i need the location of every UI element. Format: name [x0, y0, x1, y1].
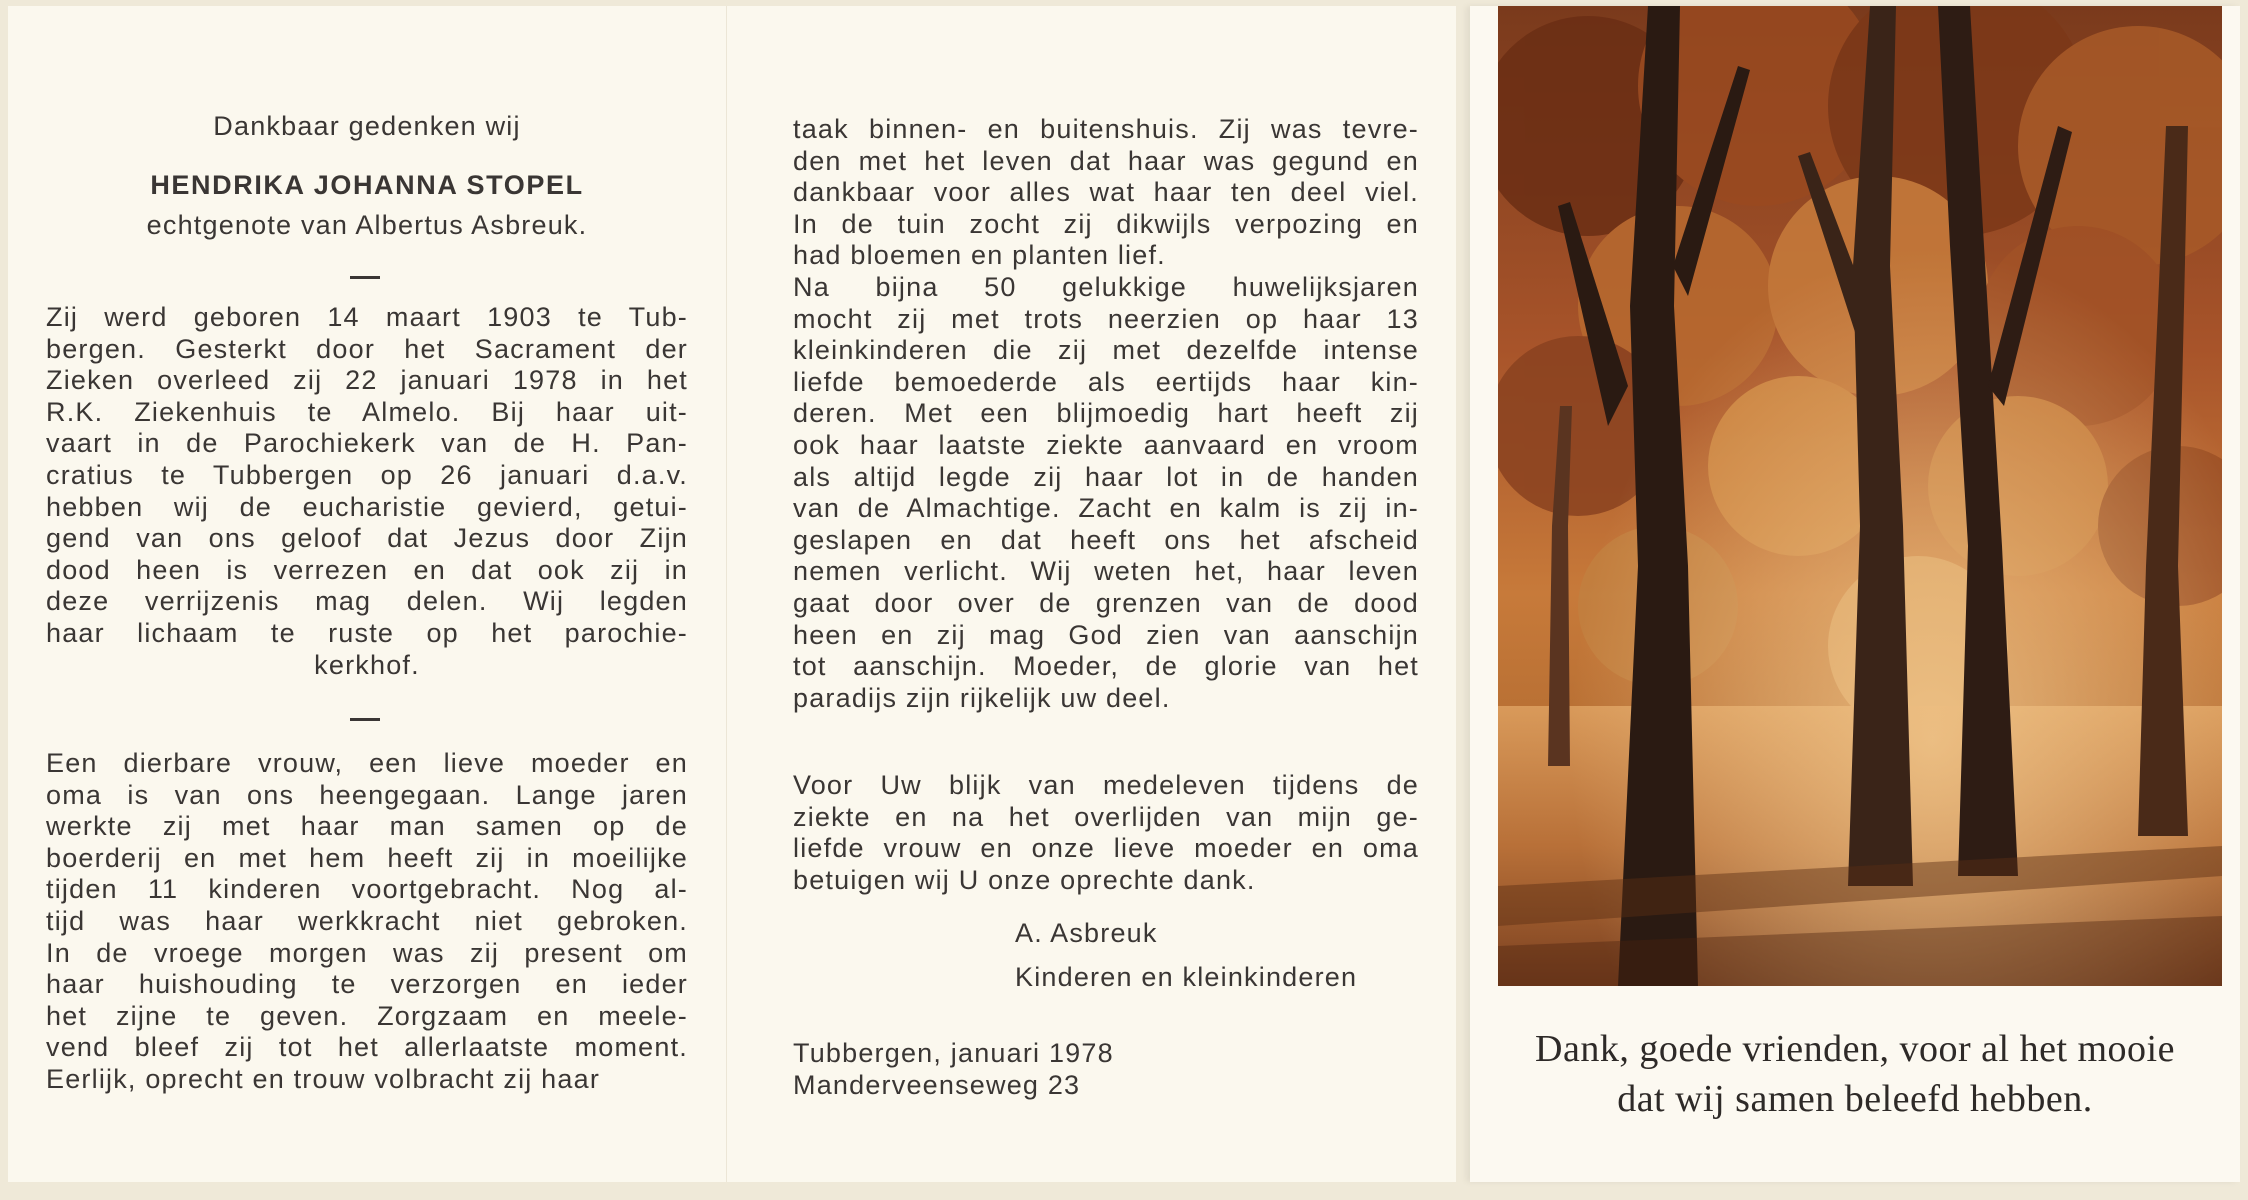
text-line: deze verrijzenis mag delen. Wij legden	[46, 586, 688, 617]
text-line: gend van ons geloof dat Jezus door Zijn	[46, 523, 688, 554]
text-line: In de vroege morgen was zij present om	[46, 937, 688, 968]
text-line: had bloemen en planten lief.	[793, 240, 1166, 271]
text-line: deren. Met een blijmoedig hart heeft zij	[793, 398, 1419, 429]
address: Manderveenseweg 23	[793, 1070, 1081, 1100]
text-line: geslapen en dat heeft ons het afscheid	[793, 524, 1419, 555]
text-line: werkte zij met haar man samen op de	[46, 811, 688, 842]
text-line: paradijs zijn rijkelijk uw deel.	[793, 682, 1171, 713]
text-line: kerkhof.	[314, 649, 420, 680]
text-line: tot aanschijn. Moeder, de glorie van het	[793, 651, 1419, 682]
signature-family: Kinderen en kleinkinderen	[1015, 962, 1358, 992]
text-line: boerderij en met hem heeft zij in moeilijke	[46, 842, 688, 873]
text-line: Voor Uw blijk van medeleven tijdens de	[793, 770, 1419, 800]
text-line: liefde vrouw en onze lieve moeder en oma	[793, 833, 1419, 864]
text-line: dood heen is verrezen en dat ook zij in	[46, 554, 688, 585]
caption-line-2: dat wij samen beleefd hebben.	[1617, 1078, 2093, 1120]
text-line: haar lichaam te ruste op het parochie-	[46, 617, 688, 648]
text-line: van de Almachtige. Zacht en kalm is zij in-	[793, 493, 1419, 524]
place-date: Tubbergen, januari 1978	[793, 1038, 1114, 1068]
text-line: heen en zij mag God zien van aanschijn	[793, 619, 1419, 650]
text-line: ook haar laatste ziekte aanvaard en vroom	[793, 429, 1419, 460]
divider	[350, 276, 380, 279]
text-line: het zijne te geven. Zorgzaam en meele-	[46, 1000, 688, 1031]
card-middle-panel	[726, 6, 1456, 1182]
caption-line-1: Dank, goede vrienden, voor al het mooie	[1535, 1028, 2175, 1070]
text-line: als altijd legde zij haar lot in de handen	[793, 461, 1419, 492]
tribute-continued-paragraph	[793, 114, 1419, 714]
heading: Dankbaar gedenken wij	[213, 111, 521, 141]
text-line: vaart in de Parochiekerk van de H. Pan-	[46, 428, 688, 459]
text-line: cratius te Tubbergen op 26 januari d.a.v.	[46, 459, 688, 490]
text-line: Na bijna 50 gelukkige huwelijksjaren	[793, 271, 1419, 302]
text-line: gaat door over de grenzen van de dood	[793, 587, 1419, 618]
thanks-paragraph	[793, 770, 1419, 896]
text-line: haar huishouding te verzorgen en ieder	[46, 969, 688, 1000]
text-line: betuigen wij U onze oprechte dank.	[793, 864, 1256, 895]
text-line: taak binnen- en buitenshuis. Zij was tevre-	[793, 114, 1419, 144]
text-line: Zij werd geboren 14 maart 1903 te Tub-	[46, 302, 688, 332]
text-line: Zieken overleed zij 22 januari 1978 in het	[46, 365, 688, 396]
text-line: kleinkinderen die zij met dezelfde intense	[793, 335, 1419, 366]
life-paragraph	[46, 302, 688, 681]
text-line: hebben wij de eucharistie gevierd, getui-	[46, 491, 688, 522]
divider	[350, 718, 380, 721]
text-line: tijden 11 kinderen voortgebracht. Nog al-	[46, 874, 688, 905]
text-line: In de tuin zocht zij dikwijls verpozing en	[793, 208, 1419, 239]
text-line: den met het leven dat haar was gegund en	[793, 145, 1419, 176]
text-line: dankbaar voor alles wat haar ten deel viel.	[793, 177, 1419, 208]
text-line: oma is van ons heengegaan. Lange jaren	[46, 779, 688, 810]
text-line: R.K. Ziekenhuis te Almelo. Bij haar uit-	[46, 396, 688, 427]
tribute-paragraph	[46, 748, 688, 1096]
text-line: Een dierbare vrouw, een lieve moeder en	[46, 748, 688, 778]
text-line: mocht zij met trots neerzien op haar 13	[793, 303, 1419, 334]
card-left-panel	[8, 6, 726, 1182]
text-line: Eerlijk, oprecht en trouw volbracht zij haar	[46, 1063, 601, 1094]
text-line: bergen. Gesterkt door het Sacrament der	[46, 333, 688, 364]
text-line: nemen verlicht. Wij weten het, haar leven	[793, 556, 1419, 587]
deceased-name: HENDRIKA JOHANNA STOPEL	[150, 170, 584, 200]
card-right-panel	[1470, 6, 2240, 1182]
text-line: ziekte en na het overlijden van mijn ge-	[793, 801, 1419, 832]
text-line: liefde bemoederde als eertijds haar kin-	[793, 366, 1419, 397]
spouse-line: echtgenote van Albertus Asbreuk.	[146, 210, 588, 240]
text-line: tijd was haar werkkracht niet gebroken.	[46, 905, 688, 936]
signature-name: A. Asbreuk	[1015, 918, 1158, 948]
autumn-forest-photo	[1498, 6, 2222, 986]
text-line: vend bleef zij tot het allerlaatste moment.	[46, 1032, 688, 1063]
caption	[1480, 1024, 2230, 1124]
